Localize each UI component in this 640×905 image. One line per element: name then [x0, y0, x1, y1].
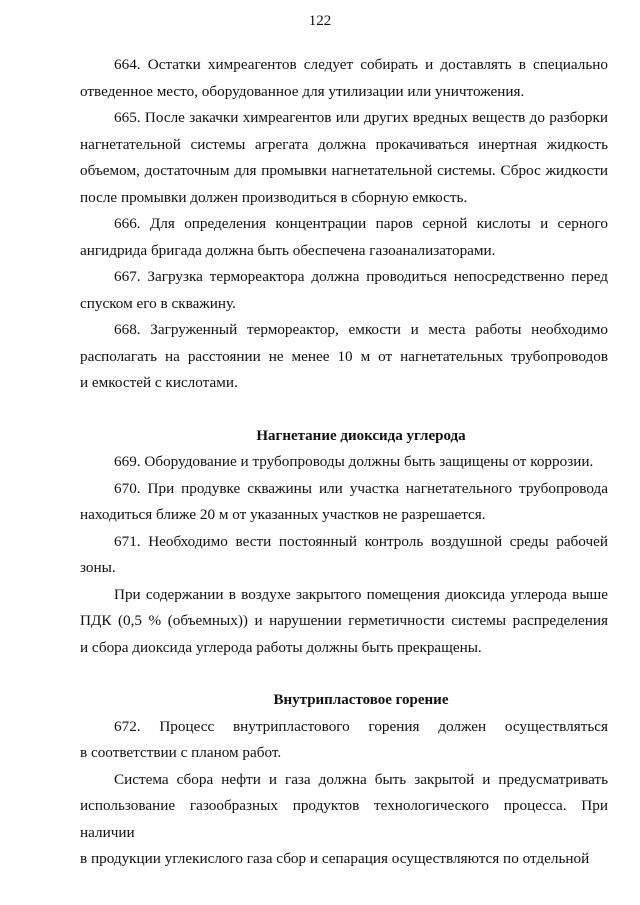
paragraph-line: 672. Процесс внутрипластового горения должен осуществляться: [114, 717, 608, 735]
paragraphs-top: [80, 52, 608, 397]
paragraph-line: Система сбора нефти и газа должна быть закрытой и предусматривать: [114, 770, 608, 788]
paragraph-line: после промывки должен производиться в сборную емкость.: [80, 188, 468, 206]
paragraph-line: спуском его в скважину.: [80, 294, 236, 312]
paragraph-line: ангидрида бригада должна быть обеспечена газоанализаторами.: [80, 241, 496, 259]
paragraph-line: 664. Остатки химреагентов следует собирать и доставлять в специально: [114, 56, 608, 73]
paragraph-line: 665. После закачки химреагентов или других вредных веществ до разборки: [114, 109, 608, 126]
section-heading-carbon-dioxide: Нагнетание диоксида углерода: [256, 427, 466, 444]
paragraph-line: использование газообразных продуктов технологического процесса. При наличии: [80, 797, 608, 841]
section-heading-in-situ-combustion: Внутрипластовое горение: [273, 692, 449, 708]
paragraph-p672b: [80, 767, 608, 873]
paragraph-p671: [80, 529, 608, 582]
paragraph-p667: [80, 264, 608, 317]
paragraph-line: 666. Для определения концентрации паров серной кислоты и серного: [114, 215, 608, 232]
paragraph-line: 671. Необходимо вести постоянный контроль воздушной среды рабочей: [114, 532, 608, 550]
paragraph-p670: [80, 476, 608, 529]
paragraph-p668: [80, 317, 608, 397]
paragraph-line: зоны.: [80, 559, 116, 576]
paragraph-line: 667. Загрузка термореактора должна проводиться непосредственно перед: [114, 268, 608, 285]
document-body: [80, 52, 608, 873]
paragraph-line: При содержании в воздухе закрытого помещения диоксида углерода выше: [114, 585, 608, 603]
paragraph-line: объемом, достаточным для промывки нагнетательной системы. Сброс жидкости: [80, 162, 608, 179]
paragraphs-bottom: [80, 714, 608, 873]
paragraph-line: 668. Загруженный термореактор, емкости и места работы необходимо: [114, 321, 608, 338]
paragraph-line: отведенное место, оборудованное для утилизации или уничтожения.: [80, 82, 525, 100]
paragraph-line: и сбора диоксида углерода работы должны быть прекращены.: [80, 638, 482, 656]
paragraph-line: в продукции углекислого газа сбор и сепарация осуществляются по отдельной: [80, 850, 590, 867]
paragraph-line: 670. При продувке скважины или участка нагнетательного трубопровода: [114, 479, 608, 497]
paragraph-p666: [80, 211, 608, 264]
paragraph-line: ПДК (0,5 % (объемных)) и нарушении герметичности системы распределения: [80, 612, 608, 629]
page-number: 122: [308, 13, 332, 29]
paragraph-p669: [80, 449, 608, 476]
paragraph-p672: [80, 714, 608, 767]
paragraph-line: находиться ближе 20 м от указанных участков не разрешается.: [80, 506, 486, 523]
paragraph-p671b: [80, 582, 608, 662]
paragraph-line: располагать на расстоянии не менее 10 м от нагнетательных трубопроводов: [80, 347, 608, 365]
paragraph-p665: [80, 105, 608, 211]
paragraph-line: в соответствии с планом работ.: [80, 744, 282, 761]
paragraph-line: нагнетательной системы агрегата должна прокачиваться инертная жидкость: [80, 135, 608, 153]
paragraph-p664: [80, 52, 608, 105]
paragraphs-middle: [80, 449, 608, 661]
paragraph-line: и емкостей с кислотами.: [80, 374, 238, 391]
paragraph-line: 669. Оборудование и трубопроводы должны быть защищены от коррозии.: [114, 453, 594, 470]
